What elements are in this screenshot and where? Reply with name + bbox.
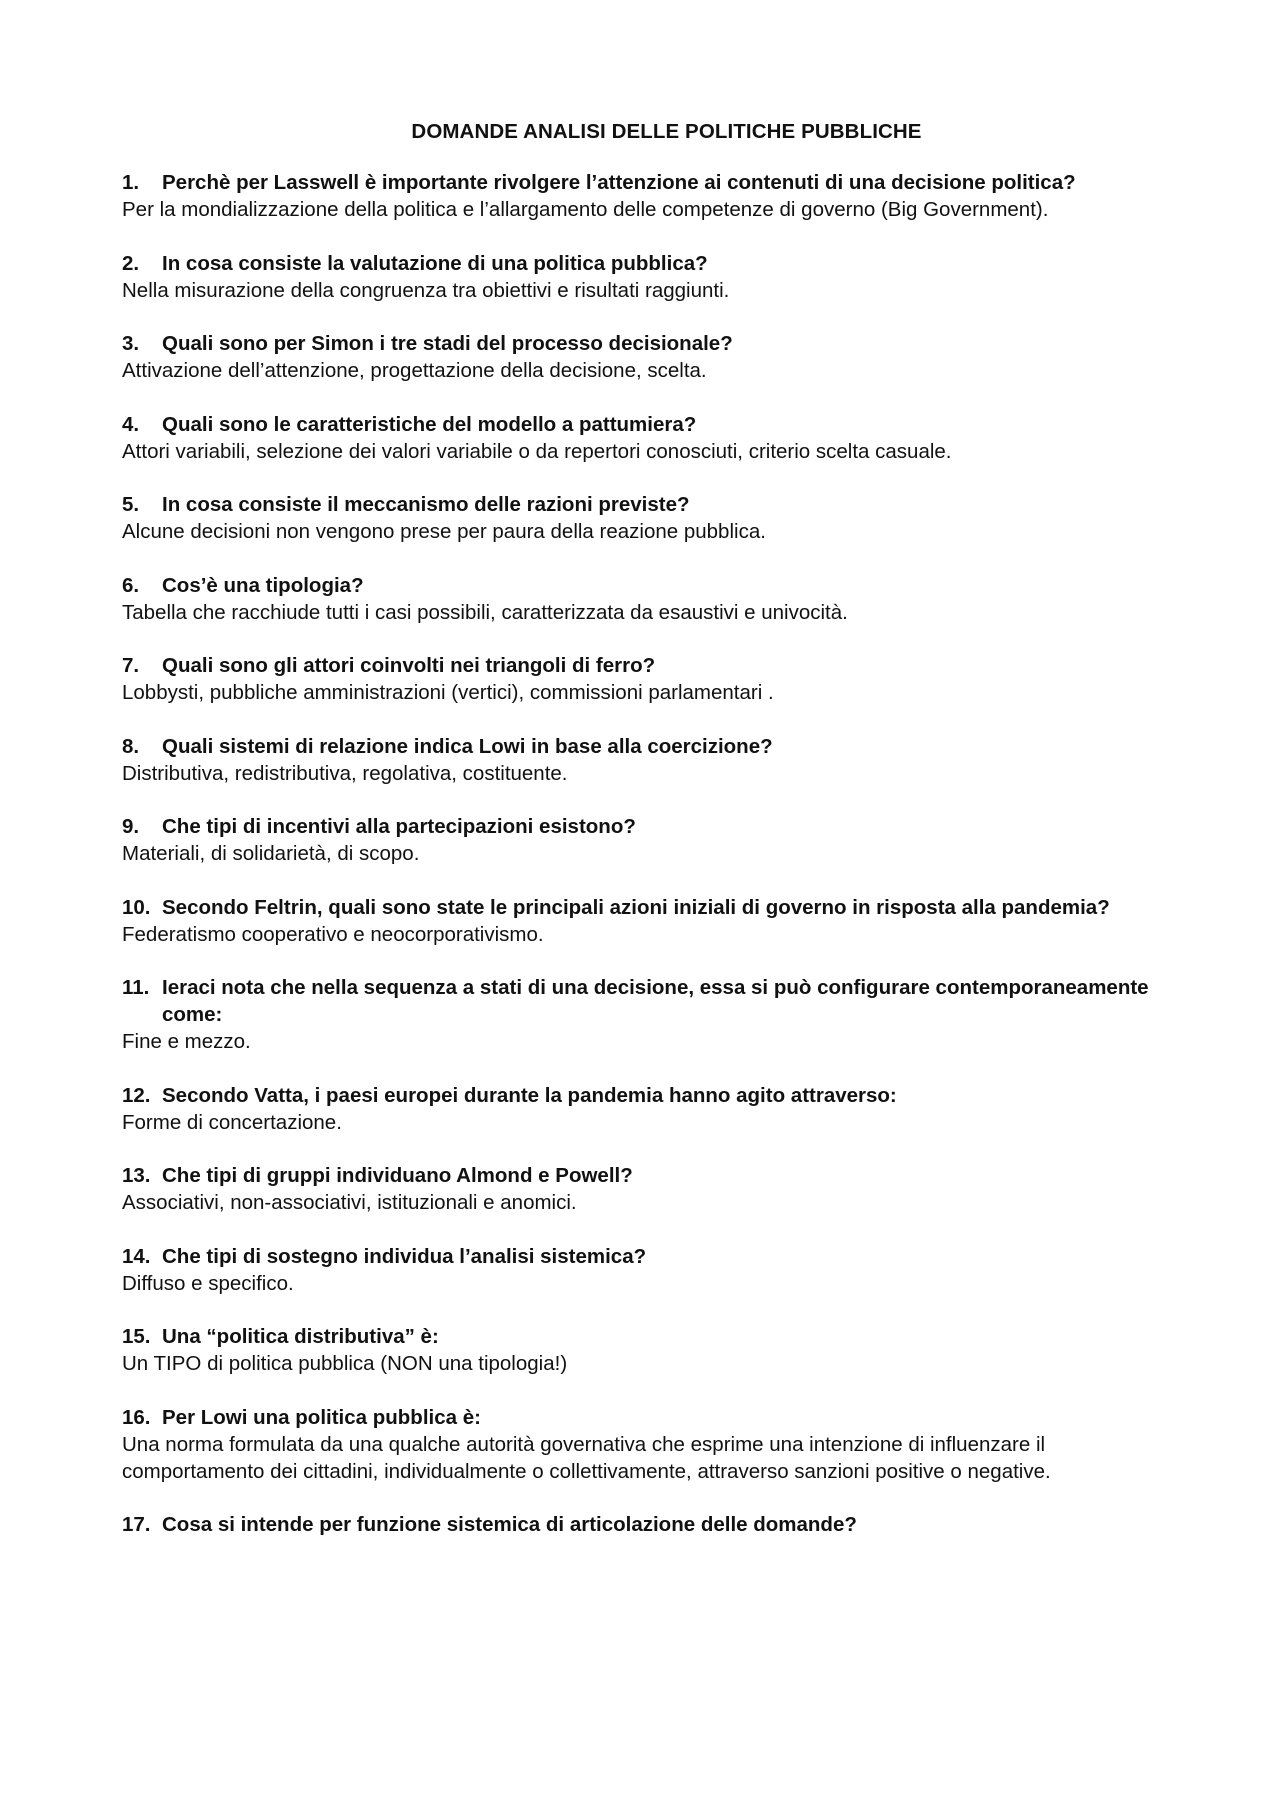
qa-item [122, 974, 1167, 1055]
answer-text: Una norma formulata da una qualche autorità governativa che esprime una intenzione di influenzare il comportamento dei cittadini, individualmente o collettivamente, attraverso sanzioni positive o negative. [122, 1432, 1051, 1483]
question-label: Che tipi di incentivi alla partecipazioni esistono? [162, 815, 636, 838]
answer-text: Tabella che racchiude tutti i casi possibili, caratterizzata da esaustivi e univocità. [122, 600, 848, 624]
answer-text: Per la mondializzazione della politica e l’allargamento delle competenze di governo (Big Government). [122, 198, 1049, 221]
qa-item [122, 733, 1167, 787]
question-text [122, 1162, 1167, 1189]
question-label: Ieraci nota che nella sequenza a stati di una decisione, essa si può configurare contemporaneamente come: [162, 976, 1149, 1026]
question-label: Secondo Vatta, i paesi europei durante la pandemia hanno agito attraverso: [162, 1083, 897, 1107]
question-number: 8. [122, 734, 140, 758]
question-number: 10. [122, 895, 151, 919]
question-label: Che tipi di sostegno individua l’analisi sistemica? [162, 1244, 647, 1268]
question-text [122, 1511, 1167, 1538]
question-label: Secondo Feltrin, quali sono state le principali azioni iniziali di governo in risposta alla pandemia? [162, 895, 1110, 919]
qa-item [122, 1323, 1167, 1377]
qa-item [122, 1404, 1167, 1485]
question-label: In cosa consiste il meccanismo delle razioni previste? [162, 493, 690, 516]
question-number: 15. [122, 1325, 151, 1348]
answer-text: Diffuso e specifico. [122, 1271, 294, 1295]
question-number: 7. [122, 654, 140, 677]
answer-text: Lobbysti, pubbliche amministrazioni (vertici), commissioni parlamentari . [122, 681, 774, 704]
question-text [122, 1243, 1167, 1270]
question-text [122, 813, 1167, 840]
question-label: Perchè per Lasswell è importante rivolgere l’attenzione ai contenuti di una decisione politica? [162, 171, 1076, 194]
question-number: 17. [122, 1513, 151, 1536]
question-label: Quali sono gli attori coinvolti nei triangoli di ferro? [162, 654, 656, 677]
answer-text: Distributiva, redistributiva, regolativa, costituente. [122, 761, 568, 785]
question-text [122, 169, 1167, 196]
qa-item [122, 1243, 1167, 1297]
answer-text: Attori variabili, selezione dei valori variabile o da repertori conosciuti, criterio scelta casuale. [122, 439, 952, 463]
answer-text: Federatismo cooperativo e neocorporativismo. [122, 922, 544, 946]
question-text [122, 572, 1167, 599]
qa-item [122, 1511, 1167, 1538]
question-label: Una “politica distributiva” è: [162, 1325, 439, 1348]
document-title: DOMANDE ANALISI DELLE POLITICHE PUBBLICHE [411, 120, 922, 143]
answer-text: Un TIPO di politica pubblica (NON una tipologia!) [122, 1352, 568, 1375]
document-page [122, 120, 1167, 1565]
question-text [122, 1323, 1167, 1350]
question-number: 13. [122, 1164, 151, 1187]
answer-text: Forme di concertazione. [122, 1110, 342, 1134]
question-label: Quali sono per Simon i tre stadi del processo decisionale? [162, 332, 733, 355]
qa-item [122, 572, 1167, 626]
question-text [122, 894, 1167, 921]
question-number: 14. [122, 1244, 151, 1268]
answer-text: Attivazione dell’attenzione, progettazione della decisione, scelta. [122, 359, 707, 382]
answer-text: Nella misurazione della congruenza tra obiettivi e risultati raggiunti. [122, 278, 730, 302]
question-text [122, 652, 1167, 679]
question-label: Per Lowi una politica pubblica è: [162, 1405, 481, 1429]
question-number: 6. [122, 573, 140, 597]
qa-item [122, 250, 1167, 304]
qa-list [122, 169, 1167, 1538]
answer-text: Materiali, di solidarietà, di scopo. [122, 842, 420, 865]
question-number: 11. [122, 976, 150, 999]
question-number: 1. [122, 171, 140, 194]
question-number: 2. [122, 251, 140, 275]
answer-text: Fine e mezzo. [122, 1030, 251, 1053]
qa-item [122, 411, 1167, 465]
question-number: 9. [122, 815, 140, 838]
question-text [122, 491, 1167, 518]
question-number: 16. [122, 1405, 151, 1429]
question-label: Quali sono le caratteristiche del modello a pattumiera? [162, 412, 697, 436]
question-text [122, 1082, 1167, 1109]
qa-item [122, 813, 1167, 867]
answer-text: Alcune decisioni non vengono prese per paura della reazione pubblica. [122, 520, 766, 543]
question-text [122, 330, 1167, 357]
answer-text: Associativi, non-associativi, istituzionali e anomici. [122, 1191, 577, 1214]
question-text [122, 250, 1167, 277]
question-label: Cos’è una tipologia? [162, 573, 364, 597]
qa-item [122, 1082, 1167, 1136]
qa-item [122, 1162, 1167, 1216]
question-text [122, 1404, 1167, 1431]
question-number: 4. [122, 412, 140, 436]
qa-item [122, 330, 1167, 384]
question-label: Quali sistemi di relazione indica Lowi in base alla coercizione? [162, 734, 773, 758]
question-label: In cosa consiste la valutazione di una politica pubblica? [162, 251, 708, 275]
qa-item [122, 491, 1167, 545]
qa-item [122, 169, 1167, 223]
question-number: 12. [122, 1083, 151, 1107]
question-text [122, 974, 1167, 1028]
question-number: 3. [122, 332, 140, 355]
question-label: Che tipi di gruppi individuano Almond e Powell? [162, 1164, 633, 1187]
question-text [122, 411, 1167, 438]
question-label: Cosa si intende per funzione sistemica di articolazione delle domande? [162, 1513, 857, 1536]
qa-item [122, 652, 1167, 706]
question-number: 5. [122, 493, 140, 516]
question-text [122, 733, 1167, 760]
qa-item [122, 894, 1167, 948]
